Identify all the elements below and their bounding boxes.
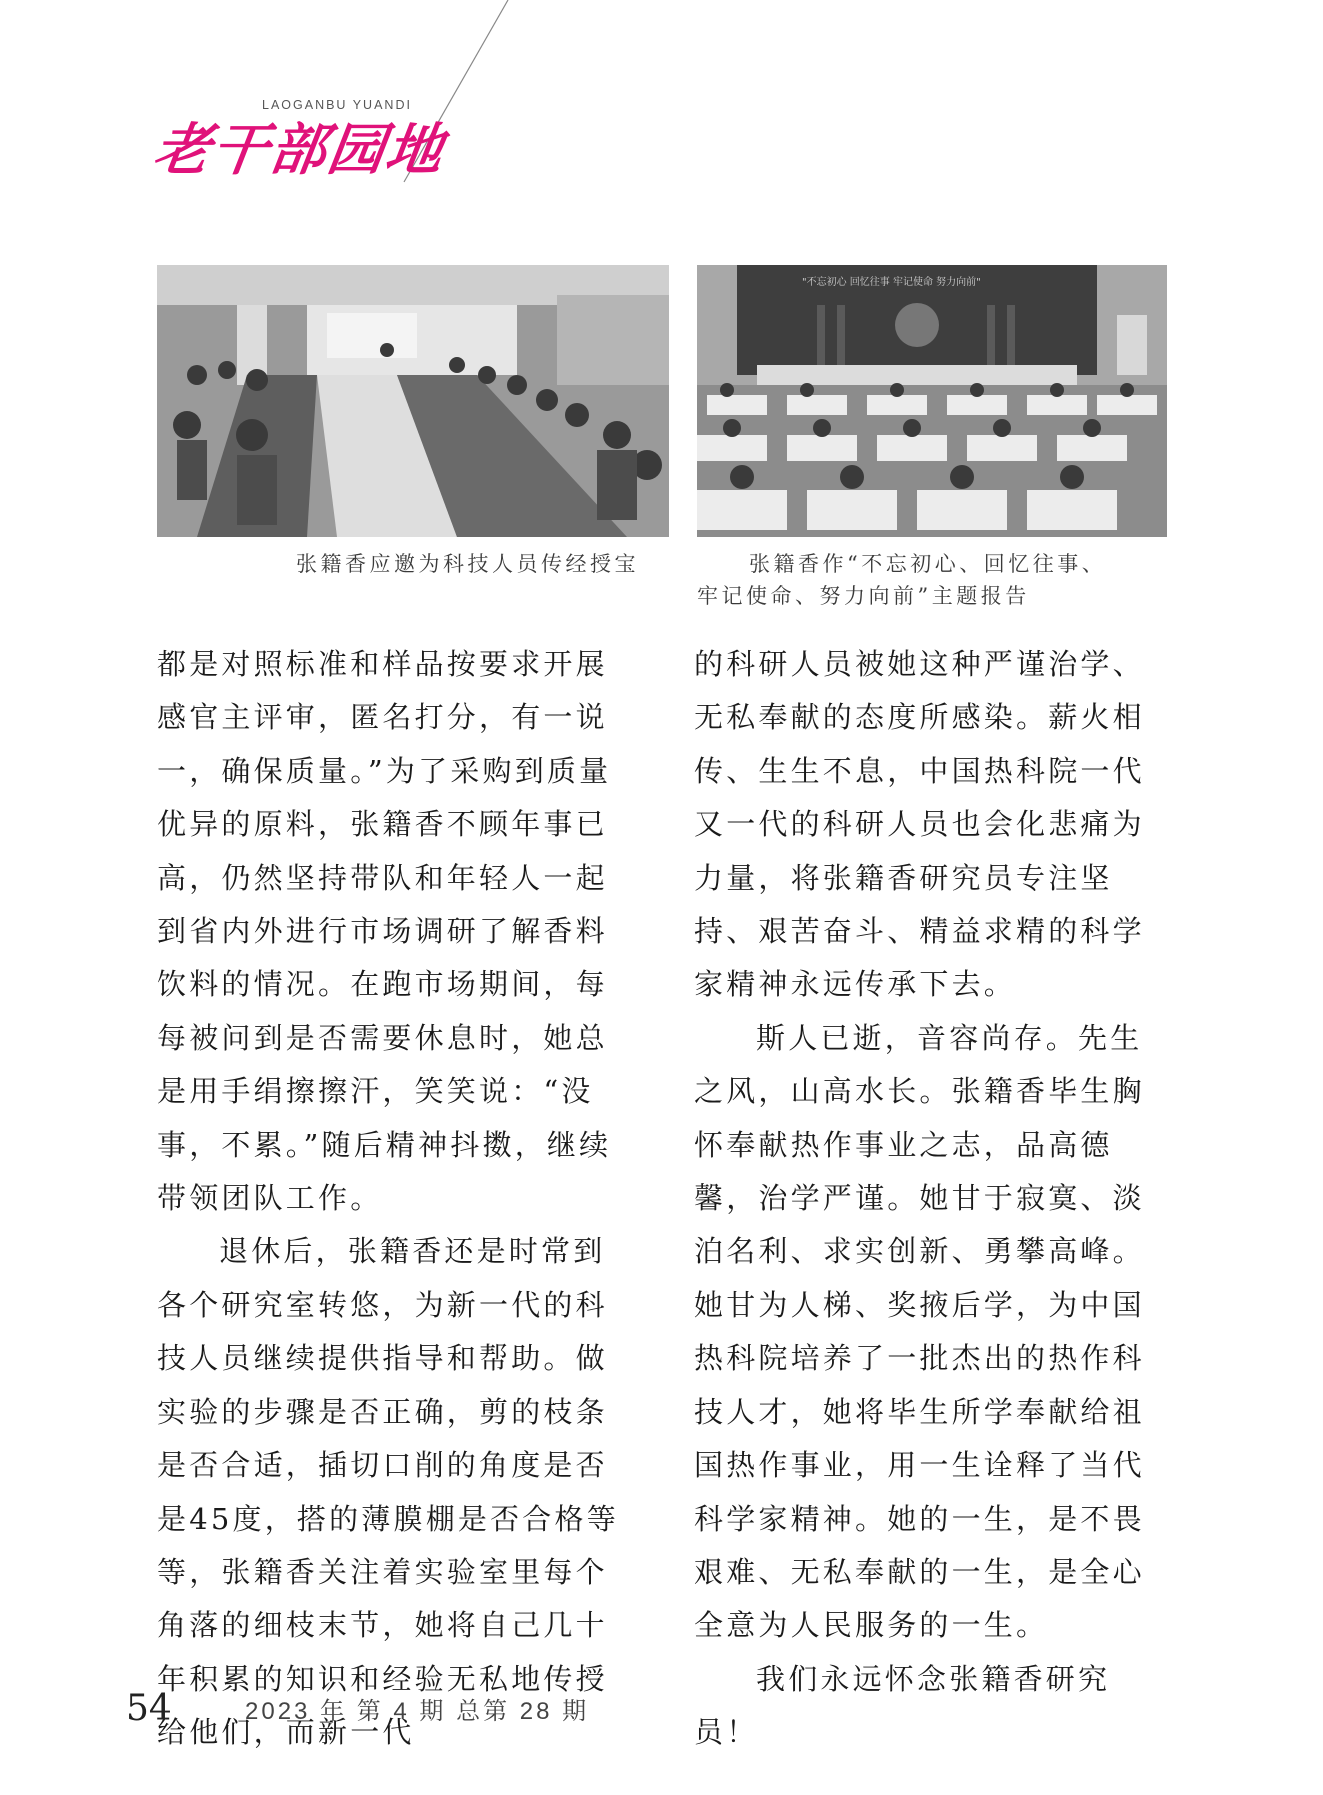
photo-lecture-room <box>157 265 669 537</box>
paragraph-closing: 我们永远怀念张籍香研究员！ <box>694 1661 1111 1750</box>
issue-info: 2023 年 第 4 期 总第 28 期 <box>245 1698 590 1725</box>
article-column-right <box>694 638 1170 1760</box>
photo-caption-2 <box>697 548 1167 612</box>
auditorium-banner-text: "不忘初心 回忆往事 牢记使命 努力向前" <box>802 277 981 288</box>
paragraph: 的科研人员被她这种严谨治学、无私奉献的态度所感染。薪火相传、生生不息，中国热科院一代又一代的科研人员也会化悲痛为力量，将张籍香研究员专注坚持、艰苦奋斗、精益求精的科学家精神永远传承下去。 <box>694 647 1145 1002</box>
magazine-logo: 老干部园地 <box>149 117 449 183</box>
magazine-name-english: LAOGANBU YUANDI <box>262 98 412 112</box>
photo-auditorium-report <box>697 265 1167 537</box>
article-column-left <box>157 638 633 1760</box>
photo-caption-1: 张籍香应邀为科技人员传经授宝 <box>296 552 639 576</box>
paragraph: 都是对照标准和样品按要求开展感官主评审，匿名打分，有一说一，确保质量。”为了采购到质量优异的原料，张籍香不顾年事已高，仍然坚持带队和年轻人一起到省内外进行市场调研了解香料饮料的情况。在跑市场期间，每每被问到是否需要休息时，她总是用手绢擦擦汗，笑笑说：“没事，不累。”随后精神抖擞，继续带领团队工作。 <box>157 647 612 1216</box>
photo-caption-2-line1: 张籍香作“不忘初心、回忆往事、 <box>749 552 1107 576</box>
paragraph: 退休后，张籍香还是时常到各个研究室转悠，为新一代的科技人员继续提供指导和帮助。做实验的步骤是否正确，剪的枝条是否合适，插切口削的角度是否是45度，搭的薄膜棚是否合格等等，张籍香关注着实验室里每个角落的细枝末节，她将自己几十年积累的知识和经验无私地传授给他们，而新一代 <box>157 1234 619 1750</box>
paragraph: 斯人已逝，音容尚存。先生之风，山高水长。张籍香毕生胸怀奉献热作事业之志，品高德馨，治学严谨。她甘于寂寞、淡泊名利、求实创新、勇攀高峰。她甘为人梯、奖掖后学，为中国热科院培养了一批杰出的热作科技人才，她将毕生所学奉献给祖国热作事业，用一生诠释了当代科学家精神。她的一生，是不畏艰难、无私奉献的一生，是全心全意为人民服务的一生。 <box>694 1020 1145 1643</box>
page-number: 54 <box>126 1688 172 1729</box>
photo-caption-2-line2: 牢记使命、努力向前”主题报告 <box>697 584 1030 608</box>
